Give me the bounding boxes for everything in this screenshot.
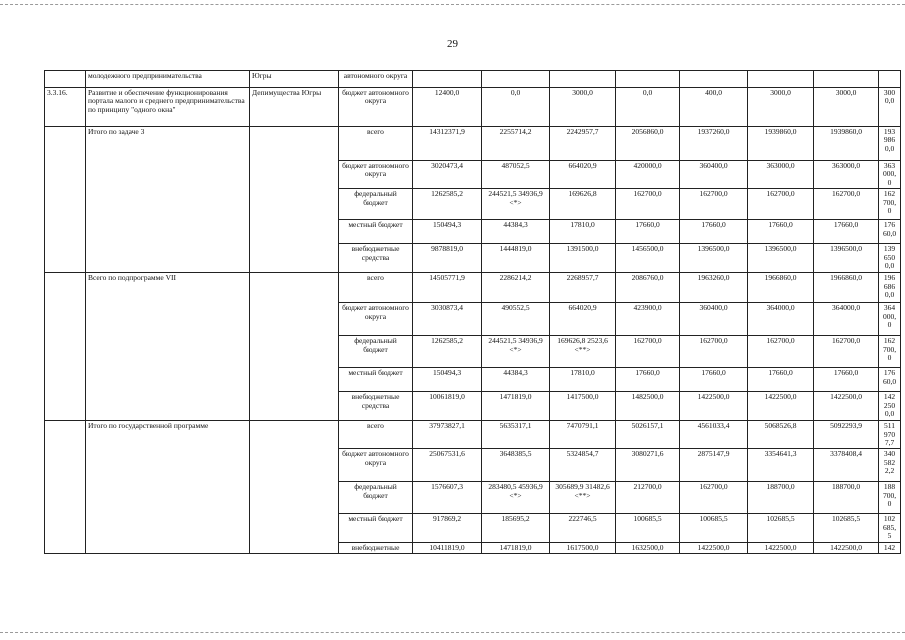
cell-name: Итого по задаче 3 (86, 127, 250, 273)
cell-value: 150494,3 (413, 220, 482, 244)
cell-source: федеральный бюджет (339, 482, 413, 514)
cell-value: 423900,0 (616, 303, 680, 336)
scan-edge-top (0, 4, 905, 5)
cell-value: 188700,0 (748, 482, 814, 514)
cell-value: 1471819,0 (482, 542, 550, 553)
cell-value: 1422500,0 (680, 542, 748, 553)
cell-value: 169626,8 2523,6 <**> (550, 336, 616, 368)
cell-value: 1966860,0 (748, 273, 814, 303)
cell-value (550, 71, 616, 88)
table-row (45, 421, 901, 449)
cell-value (413, 71, 482, 88)
cell-value: 212700,0 (616, 482, 680, 514)
cell-value: 176 60,0 (879, 368, 901, 392)
cell-value: 1966860,0 (814, 273, 879, 303)
cell-value: 7470791,1 (550, 421, 616, 449)
cell-value: 14505771,9 (413, 273, 482, 303)
cell-value: 102 685, 5 (879, 514, 901, 542)
table-row (45, 71, 901, 88)
cell-value: 162700,0 (814, 336, 879, 368)
cell-value: 5068526,8 (748, 421, 814, 449)
cell-value: 9878819,0 (413, 244, 482, 273)
cell-value: 196 686 0,0 (879, 273, 901, 303)
cell-value: 1417500,0 (550, 392, 616, 421)
page-number: 29 (447, 38, 458, 50)
cell-value: 5092293,9 (814, 421, 879, 449)
cell-value: 1482500,0 (616, 392, 680, 421)
cell-value: 17660,0 (748, 220, 814, 244)
cell-value: 1422500,0 (748, 542, 814, 553)
cell-value: 360400,0 (680, 161, 748, 189)
cell-value: 5635317,1 (482, 421, 550, 449)
cell-value: 102685,5 (814, 514, 879, 542)
cell-value: 2255714,2 (482, 127, 550, 161)
cell-value: 169626,8 (550, 189, 616, 220)
cell-value: 17660,0 (616, 368, 680, 392)
cell-value: 400,0 (680, 88, 748, 127)
cell-value: 420000,0 (616, 161, 680, 189)
cell-value (748, 71, 814, 88)
cell-value: 17660,0 (748, 368, 814, 392)
cell-id (45, 71, 86, 88)
cell-name: Итого по государственной программе (86, 421, 250, 554)
cell-value (482, 71, 550, 88)
cell-source: внебюджетные средства (339, 244, 413, 273)
cell-value: 1422500,0 (814, 542, 879, 553)
cell-value: 490552,5 (482, 303, 550, 336)
cell-value: 100685,5 (680, 514, 748, 542)
cell-value: 142 250 0,0 (879, 392, 901, 421)
table-row (45, 127, 901, 161)
cell-value: 25067531,6 (413, 449, 482, 482)
cell-value: 1456500,0 (616, 244, 680, 273)
cell-value: 1471819,0 (482, 392, 550, 421)
cell-value: 1396500,0 (680, 244, 748, 273)
cell-value: 1939860,0 (814, 127, 879, 161)
cell-value: 664020,9 (550, 161, 616, 189)
cell-value: 3000,0 (814, 88, 879, 127)
cell-value: 1422500,0 (748, 392, 814, 421)
cell-value: 17660,0 (680, 220, 748, 244)
cell-id (45, 127, 86, 273)
cell-value: 1391500,0 (550, 244, 616, 273)
cell-value: 150494,3 (413, 368, 482, 392)
cell-value: 0,0 (482, 88, 550, 127)
cell-value: 340 582 2,2 (879, 449, 901, 482)
cell-value: 360400,0 (680, 303, 748, 336)
cell-source: бюджет автономного округа (339, 449, 413, 482)
cell-value: 1963260,0 (680, 273, 748, 303)
cell-executor: Депимущества Югры (250, 88, 339, 127)
cell-source: местный бюджет (339, 220, 413, 244)
cell-value: 162 700, 0 (879, 189, 901, 220)
cell-value: 2268957,7 (550, 273, 616, 303)
cell-value: 162700,0 (680, 336, 748, 368)
cell-value: 2056860,0 (616, 127, 680, 161)
cell-value: 139 650 0,0 (879, 244, 901, 273)
cell-value: 3648385,5 (482, 449, 550, 482)
cell-value: 1422500,0 (814, 392, 879, 421)
cell-source: федеральный бюджет (339, 189, 413, 220)
cell-value: 17810,0 (550, 368, 616, 392)
cell-value (879, 71, 901, 88)
cell-value: 1632500,0 (616, 542, 680, 553)
cell-value: 162700,0 (748, 189, 814, 220)
cell-source: местный бюджет (339, 368, 413, 392)
cell-value: 37973827,1 (413, 421, 482, 449)
cell-value (680, 71, 748, 88)
cell-value: 17660,0 (680, 368, 748, 392)
cell-value: 188700,0 (814, 482, 879, 514)
cell-value: 364000,0 (814, 303, 879, 336)
cell-value: 1617500,0 (550, 542, 616, 553)
cell-value: 244521,5 34936,9 <*> (482, 189, 550, 220)
cell-value: 162700,0 (680, 482, 748, 514)
cell-value: 193 986 0,0 (879, 127, 901, 161)
cell-value: 305689,9 31482,6 <**> (550, 482, 616, 514)
cell-value: 3000,0 (550, 88, 616, 127)
cell-value: 511 970 7,7 (879, 421, 901, 449)
cell-value: 364000,0 (748, 303, 814, 336)
cell-value: 1396500,0 (748, 244, 814, 273)
cell-value: 44384,3 (482, 368, 550, 392)
cell-name: молодежного предпринимательства (86, 71, 250, 88)
table-row (45, 88, 901, 127)
cell-value: 3080271,6 (616, 449, 680, 482)
cell-value: 102685,5 (748, 514, 814, 542)
cell-executor (250, 127, 339, 273)
cell-value: 5026157,1 (616, 421, 680, 449)
cell-value: 222746,5 (550, 514, 616, 542)
cell-value: 162 700, 0 (879, 336, 901, 368)
cell-value: 3000,0 (748, 88, 814, 127)
cell-id (45, 421, 86, 554)
cell-value: 363000,0 (748, 161, 814, 189)
cell-source: внебюджетные средства (339, 392, 413, 421)
cell-executor (250, 273, 339, 421)
cell-name: Развитие и обеспечение функционирования портала малого и среднего предпринимательства по принципу "одного окна" (86, 88, 250, 127)
cell-source: внебюджетные (339, 542, 413, 553)
cell-source: бюджет автономного округа (339, 303, 413, 336)
table-row (45, 273, 901, 303)
cell-value: 162700,0 (748, 336, 814, 368)
cell-value: 188 700, 0 (879, 482, 901, 514)
cell-value: 3354641,3 (748, 449, 814, 482)
cell-source: бюджет автономного округа (339, 88, 413, 127)
cell-source: бюджет автономного округа (339, 161, 413, 189)
cell-value: 17810,0 (550, 220, 616, 244)
cell-value: 3020473,4 (413, 161, 482, 189)
cell-value: 14312371,9 (413, 127, 482, 161)
cell-value: 162700,0 (616, 336, 680, 368)
cell-source: федеральный бюджет (339, 336, 413, 368)
cell-value: 1576607,3 (413, 482, 482, 514)
cell-value: 5324854,7 (550, 449, 616, 482)
cell-value: 2286214,2 (482, 273, 550, 303)
cell-value: 1939860,0 (748, 127, 814, 161)
cell-value: 363000,0 (814, 161, 879, 189)
cell-value: 1396500,0 (814, 244, 879, 273)
cell-value: 17660,0 (814, 368, 879, 392)
cell-value: 142 (879, 542, 901, 553)
cell-value: 283480,5 45936,9 <*> (482, 482, 550, 514)
cell-value: 2242957,7 (550, 127, 616, 161)
cell-value: 1444819,0 (482, 244, 550, 273)
cell-value: 3030873,4 (413, 303, 482, 336)
cell-id (45, 273, 86, 421)
budget-table (44, 70, 901, 554)
cell-executor (250, 421, 339, 554)
cell-value: 17660,0 (814, 220, 879, 244)
cell-value: 364 000, 0 (879, 303, 901, 336)
scan-edge-bottom (0, 632, 905, 633)
cell-value: 664020,9 (550, 303, 616, 336)
cell-value: 244521,5 34936,9 <*> (482, 336, 550, 368)
cell-value: 917869,2 (413, 514, 482, 542)
cell-value: 185695,2 (482, 514, 550, 542)
cell-source: всего (339, 421, 413, 449)
cell-value: 162700,0 (814, 189, 879, 220)
cell-executor: Югры (250, 71, 339, 88)
cell-source: всего (339, 273, 413, 303)
cell-value: 162700,0 (680, 189, 748, 220)
cell-value: 1262585,2 (413, 189, 482, 220)
cell-value: 4561033,4 (680, 421, 748, 449)
cell-id: 3.3.16. (45, 88, 86, 127)
cell-value (814, 71, 879, 88)
cell-value: 0,0 (616, 88, 680, 127)
cell-source: всего (339, 127, 413, 161)
cell-name: Всего по подпрограмме VII (86, 273, 250, 421)
cell-value: 2875147,9 (680, 449, 748, 482)
cell-value: 176 60,0 (879, 220, 901, 244)
cell-value: 12400,0 (413, 88, 482, 127)
cell-value: 10411819,0 (413, 542, 482, 553)
cell-value: 100685,5 (616, 514, 680, 542)
cell-value: 1937260,0 (680, 127, 748, 161)
cell-value: 1262585,2 (413, 336, 482, 368)
cell-value: 1422500,0 (680, 392, 748, 421)
cell-source: автономного округа (339, 71, 413, 88)
cell-source: местный бюджет (339, 514, 413, 542)
cell-value (616, 71, 680, 88)
cell-value: 17660,0 (616, 220, 680, 244)
cell-value: 44384,3 (482, 220, 550, 244)
cell-value: 300 0,0 (879, 88, 901, 127)
cell-value: 10061819,0 (413, 392, 482, 421)
cell-value: 2086760,0 (616, 273, 680, 303)
cell-value: 3378408,4 (814, 449, 879, 482)
cell-value: 162700,0 (616, 189, 680, 220)
cell-value: 487052,5 (482, 161, 550, 189)
cell-value: 363 000, 0 (879, 161, 901, 189)
